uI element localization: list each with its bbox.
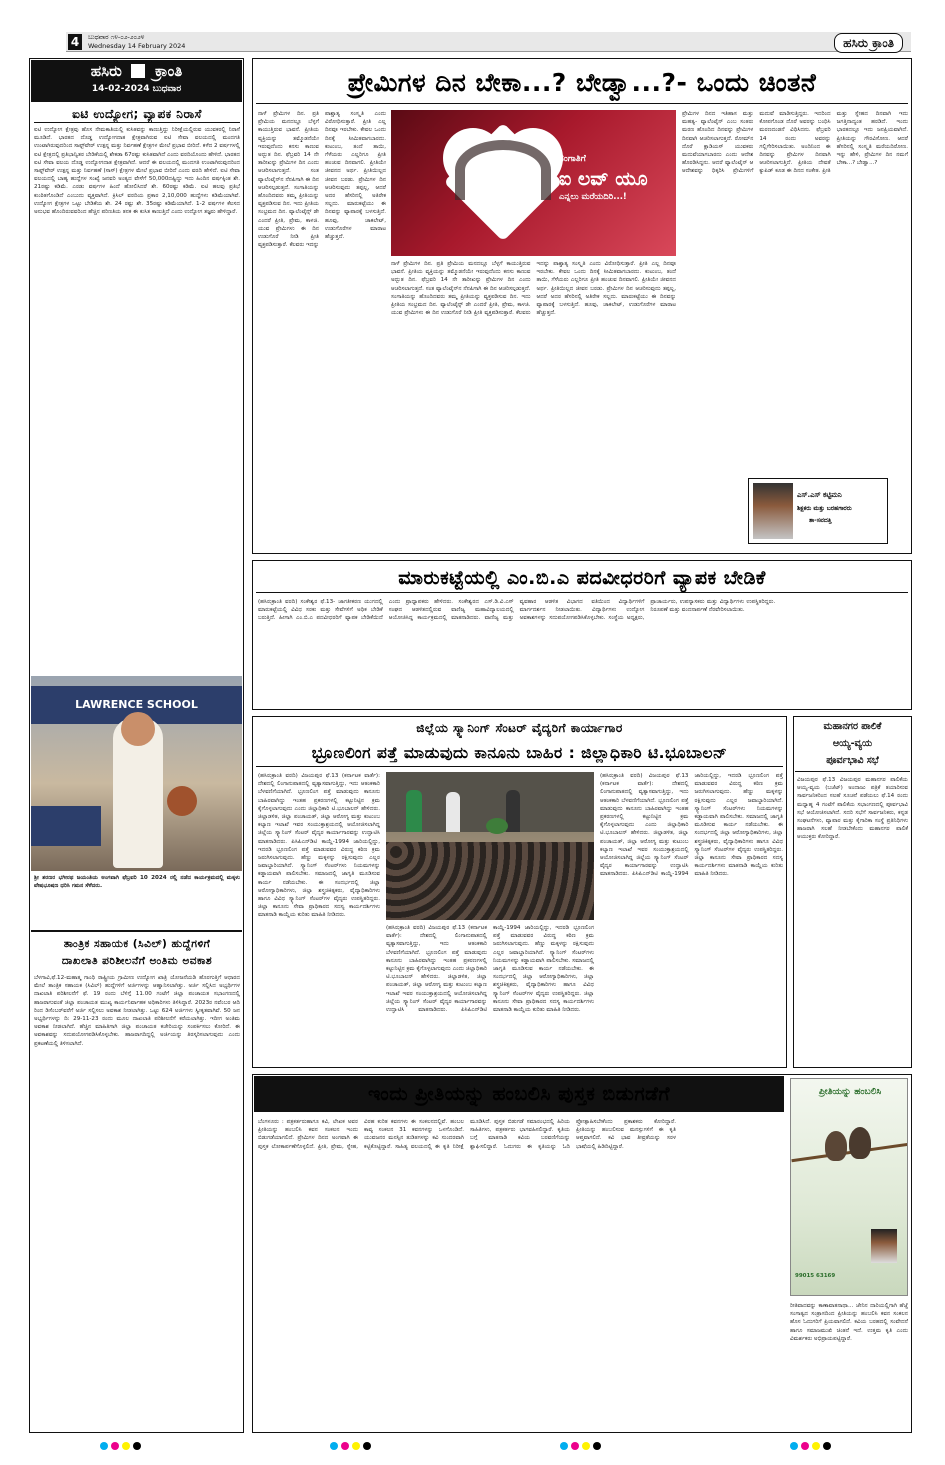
scan-body-continued: (ಹಸಿರುಕ್ರಾಂತಿ ವರದಿ) ವಿಜಯಪುರ ಫೆ.13 (ಕರ್ನಾಟಕ ವಾರ್ತೆ): ದೇಶದಲ್ಲಿ ಲಿಂಗಾನುಪಾತದಲ್ಲಿ ವ್ಯತ್ಯಾಸವಾಗುತ್ತಿದ್ದು, ಇದು ಆತಂಕಕಾರಿ ಬೆಳವಣಿಗೆಯಾಗಿದೆ. ಭ್ರೂಣಲಿಂಗ ಪತ್ತೆ ಮಾಡುವುದು ಕಾನೂನು ಬಾಹಿರವಾಗಿದ್ದು ಇಂತಹ ಪ್ರಕರಣಗಳಲ್ಲಿ ಕಟ್ಟುನಿಟ್ಟಿನ ಕ್ರಮ ಕೈಗೊಳ್ಳಲಾಗುವುದು ಎಂದು ಜಿಲ್ಲಾಧಿಕಾರಿ ಟಿ.ಭೂಬಾಲನ್ ಹೇಳಿದರು. ಜಿಲ್ಲಾಡಳಿತ, ಜಿಲ್ಲಾ ಪಂಚಾಯತ್, ಜಿಲ್ಲಾ ಆರೋಗ್ಯ ಮತ್ತು ಕುಟುಂಬ ಕಲ್ಯಾಣ ಇಲಾಖೆ ಇವರ ಸಂಯುಕ್ತಾಶ್ರಯದಲ್ಲಿ ಆಯೋಜಿಸಲಾಗಿದ್ದ ಜಿಲ್ಲೆಯ ಸ್ಕ್ಯಾನಿಂಗ್ ಸೆಂಟರ್ ವೈದ್ಯರ ಕಾರ್ಯಾಗಾರವನ್ನು ಉದ್ಘಾಟಿಸಿ ಮಾತನಾಡಿದರು. ಪಿಸಿಪಿಎನ್‌ಡಿಟಿ ಕಾಯ್ದೆ-1994 ಜಾರಿಯಲ್ಲಿದ್ದು, ಇದರಡಿ ಭ್ರೂಣಲಿಂಗ ಪತ್ತೆ ಮಾಡುವವರ ವಿರುದ್ಧ ಕಠಿಣ ಕ್ರಮ ಜರುಗಿಸಲಾಗುವುದು. ಹೆಣ್ಣು ಮಕ್ಕಳನ್ನು ರಕ್ಷಿಸುವುದು ಎಲ್ಲರ ಜವಾಬ್ದಾರಿಯಾಗಿದೆ. ಸ್ಕ್ಯಾನಿಂಗ್ ಸೆಂಟರ್‌ಗಳು ನಿಯಮಗಳನ್ನು ಕಡ್ಡಾಯವಾಗಿ ಪಾಲಿಸಬೇಕು. ಸಮಾಜದಲ್ಲಿ ಜಾಗೃತಿ ಮೂಡಿಸುವ ಕಾರ್ಯ ನಡೆಯಬೇಕು. ಈ ಸಂದರ್ಭದಲ್ಲಿ ಜಿಲ್ಲಾ ಆರೋಗ್ಯಾಧಿಕಾರಿಗಳು, ಜಿಲ್ಲಾ ಶಸ್ತ್ರಚಿಕಿತ್ಸಕರು, ವೈದ್ಯಾಧಿಕಾರಿಗಳು ಹಾಗೂ ವಿವಿಧ ಸ್ಕ್ಯಾನಿಂಗ್ ಸೆಂಟರ್‌ಗಳ ವೈದ್ಯರು ಉಪಸ್ಥಿತರಿದ್ದರು. ಜಿಲ್ಲಾ ಕಾನೂನು ಸೇವಾ ಪ್ರಾಧಿಕಾರದ ಸದಸ್ಯ ಕಾರ್ಯದರ್ಶಿಗಳು ಮಾತನಾಡಿ ಕಾಯ್ದೆಯ ಕುರಿತು ಮಾಹಿತಿ ನೀಡಿದರು. [600, 773, 783, 878]
reg-dot-magenta [571, 1442, 579, 1450]
registration-dots-3 [560, 1442, 601, 1450]
author-role: ಶಿಕ್ಷಕರು ಮತ್ತು ಬರಹಗಾರರು [797, 505, 852, 512]
sidebar-divider [31, 930, 242, 932]
article2-body: ಬೆಳಗಾವಿ,ಫೆ.12-ಮಹಾತ್ಮ ಗಾಂಧಿ ರಾಷ್ಟ್ರೀಯ ಗ್ರಾಮೀಣ ಉದ್ಯೋಗ ಖಾತ್ರಿ ಯೋಜನೆಯಡಿ ಹೊರಗುತ್ತಿಗೆ ಆಧಾರದ ಮೇಲೆ ತಾಂತ್ರಿಕ ಸಹಾಯಕ (ಸಿವಿಲ್) ಹುದ್ದೆಗಳಿಗೆ ಅರ್ಜಿಗಳನ್ನು ಆಹ್ವಾನಿಸಲಾಗಿತ್ತು. ಅರ್ಜಿ ಸಲ್ಲಿಸಿದ ಅಭ್ಯರ್ಥಿಗಳ ದಾಖಲಾತಿ ಪರಿಶೀಲನೆಗೆ ಫೆ. 19 ರಂದು ಬೆಳಿಗ್ಗೆ 11.00 ಗಂಟೆಗೆ ಜಿಲ್ಲಾ ಪಂಚಾಯತ ಸಭಾಂಗಣದಲ್ಲಿ ಹಾಜರಾಗುವಂತೆ ಜಿಲ್ಲಾ ಪಂಚಾಯತ ಮುಖ್ಯ ಕಾರ್ಯನಿರ್ವಾಹಕ ಅಧಿಕಾರಿಗಳು ತಿಳಿಸಿದ್ದಾರೆ. 2023ರ ನವೆಂಬರ ಆದಿ ರಿಂದ ಡಿಸೆಂಬರ್‌ವರೆಗೆ ಅರ್ಜಿ ಸಲ್ಲಿಸಲು ಅವಕಾಶ ನೀಡಲಾಗಿತ್ತು. ಒಟ್ಟು 624 ಅರ್ಜಿಗಳು ಸ್ವೀಕೃತವಾಗಿವೆ. 50 ಜನ ಅಭ್ಯರ್ಥಿಗಳನ್ನು ದಿ: 29-11-23 ರಂದು ಮೂಲ ದಾಖಲಾತಿ ಪರಿಶೀಲನೆಗೆ ಕರೆಯಲಾಗಿತ್ತು. ಇದೀಗ ಅಂತಿಮ ಅವಕಾಶ ನೀಡಲಾಗಿದೆ. ಹೆಚ್ಚಿನ ಮಾಹಿತಿಗಾಗಿ ಜಿಲ್ಲಾ ಪಂಚಾಯತ ಕಚೇರಿಯನ್ನು ಸಂಪರ್ಕಿಸಲು ಕೋರಿದೆ. ಈ ಅವಕಾಶವನ್ನು ಸದುಪಯೋಗಪಡಿಸಿಕೊಳ್ಳಬೇಕು. ಹಾಜರಾಗದಿದ್ದಲ್ಲಿ ಅರ್ಜಿಯನ್ನು ತಿರಸ್ಕರಿಸಲಾಗುವುದು ಎಂದು ಪ್ರಕಟಣೆಯಲ್ಲಿ ತಿಳಿಸಲಾಗಿದೆ. [34, 975, 240, 1047]
top-bar [66, 32, 911, 52]
book-side-body: ರೀತಿವಾದವನ್ನು ಕಾಣಾವಾತನಾಥಾ... ಜೇನಿನ ದಾರಿಯಲ್ಲಿಗಾಗಿ ಹೆಜ್ಜೆ ಸಂಗಾತ್ವದ ಸಂತ್ರಾಸದಿಂದ ಪ್ರೀತಿಯನ್ನು ಹಂಬಲಿಸಿ ಕವನ ಸಂಕಲನ ಹೊಸ ಓದುಗರಿಗೆ ಪ್ರಿಯವಾಗಲಿದೆ. ಕವಿಯ ಬರಹದಲ್ಲಿ ಸಂವೇದನೆ ಹಾಗೂ ಸಮಾಜಮುಖಿ ಚಿಂತನೆ ಇದೆ. ಉತ್ತಮ ಕೃತಿ ಎಂದು ವಿಮರ್ಶಕರು ಅಭಿಪ್ರಾಯಪಟ್ಟಿದ್ದಾರೆ. [790, 1303, 908, 1342]
top-masthead: ಹಸಿರು ಕ್ರಾಂತಿ [834, 33, 903, 53]
editorial-title: ಐಟಿ ಉದ್ಯೋಗ; ವ್ಯಾಪಕ ನಿರಾಸೆ [34, 106, 240, 123]
audience [386, 842, 594, 920]
reg-dot-black [823, 1442, 831, 1450]
workshop-photo [386, 772, 594, 920]
scan-body-lower-text: (ಹಸಿರುಕ್ರಾಂತಿ ವರದಿ) ವಿಜಯಪುರ ಫೆ.13 (ಕರ್ನಾಟಕ ವಾರ್ತೆ): ದೇಶದಲ್ಲಿ ಲಿಂಗಾನುಪಾತದಲ್ಲಿ ವ್ಯತ್ಯಾಸವಾಗುತ್ತಿದ್ದು, ಇದು ಆತಂಕಕಾರಿ ಬೆಳವಣಿಗೆಯಾಗಿದೆ. ಭ್ರೂಣಲಿಂಗ ಪತ್ತೆ ಮಾಡುವುದು ಕಾನೂನು ಬಾಹಿರವಾಗಿದ್ದು ಇಂತಹ ಪ್ರಕರಣಗಳಲ್ಲಿ ಕಟ್ಟುನಿಟ್ಟಿನ ಕ್ರಮ ಕೈಗೊಳ್ಳಲಾಗುವುದು ಎಂದು ಜಿಲ್ಲಾಧಿಕಾರಿ ಟಿ.ಭೂಬಾಲನ್ ಹೇಳಿದರು. ಜಿಲ್ಲಾಡಳಿತ, ಜಿಲ್ಲಾ ಪಂಚಾಯತ್, ಜಿಲ್ಲಾ ಆರೋಗ್ಯ ಮತ್ತು ಕುಟುಂಬ ಕಲ್ಯಾಣ ಇಲಾಖೆ ಇವರ ಸಂಯುಕ್ತಾಶ್ರಯದಲ್ಲಿ ಆಯೋಜಿಸಲಾಗಿದ್ದ ಜಿಲ್ಲೆಯ ಸ್ಕ್ಯಾನಿಂಗ್ ಸೆಂಟರ್ ವೈದ್ಯರ ಕಾರ್ಯಾಗಾರವನ್ನು ಉದ್ಘಾಟಿಸಿ ಮಾತನಾಡಿದರು. ಪಿಸಿಪಿಎನ್‌ಡಿಟಿ ಕಾಯ್ದೆ-1994 ಜಾರಿಯಲ್ಲಿದ್ದು, ಇದರಡಿ ಭ್ರೂಣಲಿಂಗ ಪತ್ತೆ ಮಾಡುವವರ ವಿರುದ್ಧ ಕಠಿಣ ಕ್ರಮ ಜರುಗಿಸಲಾಗುವುದು. ಹೆಣ್ಣು ಮಕ್ಕಳನ್ನು ರಕ್ಷಿಸುವುದು ಎಲ್ಲರ ಜವಾಬ್ದಾರಿಯಾಗಿದೆ. ಸ್ಕ್ಯಾನಿಂಗ್ ಸೆಂಟರ್‌ಗಳು ನಿಯಮಗಳನ್ನು ಕಡ್ಡಾಯವಾಗಿ ಪಾಲಿಸಬೇಕು. ಸಮಾಜದಲ್ಲಿ ಜಾಗೃತಿ ಮೂಡಿಸುವ ಕಾರ್ಯ ನಡೆಯಬೇಕು. ಈ ಸಂದರ್ಭದಲ್ಲಿ ಜಿಲ್ಲಾ ಆರೋಗ್ಯಾಧಿಕಾರಿಗಳು, ಜಿಲ್ಲಾ ಶಸ್ತ್ರಚಿಕಿತ್ಸಕರು, ವೈದ್ಯಾಧಿಕಾರಿಗಳು ಹಾಗೂ ವಿವಿಧ ಸ್ಕ್ಯಾನಿಂಗ್ ಸೆಂಟರ್‌ಗಳ ವೈದ್ಯರು ಉಪಸ್ಥಿತರಿದ್ದರು. ಜಿಲ್ಲಾ ಕಾನೂನು ಸೇವಾ ಪ್ರಾಧಿಕಾರದ ಸದಸ್ಯ ಕಾರ್ಯದರ್ಶಿಗಳು ಮಾತನಾಡಿ ಕಾಯ್ದೆಯ ಕುರಿತು ಮಾಹಿತಿ ನೀಡಿದರು. [386, 925, 594, 1014]
costume-photo [31, 676, 242, 871]
hearts-photo [391, 110, 676, 256]
lead-body-continued: ನಾಳೆ ಪ್ರೇಮಿಗಳ ದಿನ. ಪ್ರತಿ ಪ್ರೇಮಿಯ ಮನದಲ್ಲೂ ಬೆಳ್ಳಗೆ ಕಾಯುತ್ತಿರುವ ಭಾವನೆ. ಪ್ರೀತಿಯ ವ್ಯಕ್ತಿಯನ್ನು ತಮ್ಮೊಡನೆಯೇ ಇರುವುದೆಂದು ಕನಸು ಕಾಣುವ ಅದ್ಭುತ ದಿನ. ಫೆಬ್ರವರಿ 14 ನೇ ತಾರೀಖನ್ನು ಪ್ರೇಮಿಗಳ ದಿನ ಎಂದು ಆಚರಿಸಲಾಗುತ್ತದೆ. ಸಂತ ವ್ಯಾಲೆಂಟೈನ್‌ನ ನೆನಪಿಗಾಗಿ ಈ ದಿನ ಆಚರಿಸಲ್ಪಡುತ್ತದೆ. ಸಂಗಾತಿಯನ್ನು ಹೊಂದಿದವರು ತಮ್ಮ ಪ್ರೀತಿಯನ್ನು ವ್ಯಕ್ತಪಡಿಸುವ ದಿನ. ಇದು ಪ್ರೀತಿಯ ಸಂಭ್ರಮದ ದಿನ. ವ್ಯಾಲೆಂಟೈನ್ಸ್ ಡೇ ಎಂದರೆ ಪ್ರೀತಿ, ಪ್ರೇಮ, ಕಾಳಜಿ. ಯುವ ಪ್ರೇಮಿಗಳು ಈ ದಿನ ಉಡುಗೊರೆ ನೀಡಿ ಪ್ರೀತಿ ವ್ಯಕ್ತಪಡಿಸುತ್ತಾರೆ. ಕೆಲವರು ಇದನ್ನು ಪಾಶ್ಚಾತ್ಯ ಸಂಸ್ಕೃತಿ ಎಂದು ವಿರೋಧಿಸುತ್ತಾರೆ. ಪ್ರೀತಿ ಎಲ್ಲ ದಿನವೂ ಇರಬೇಕು. ಕೇವಲ ಒಂದು ದಿನಕ್ಕೆ ಸೀಮಿತವಾಗಬಾರದು. ಕುಟುಂಬ, ತಂದೆ ತಾಯಿ, ಗೆಳೆಯರು ಎಲ್ಲರಿಗೂ ಪ್ರೀತಿ ಹಂಚುವ ದಿನವಾಗಲಿ. ಪ್ರೀತಿಯೇ ಜೀವನದ ಅರ್ಥ. ಪ್ರೀತಿಯಿಲ್ಲದ ಜೀವನ ಬರಡು. ಪ್ರೇಮಿಗಳ ದಿನ ಆಚರಿಸುವುದು ತಪ್ಪಲ್ಲ, ಆದರೆ ಅದರ ಹೆಸರಿನಲ್ಲಿ ಅತಿರೇಕ ಸಲ್ಲದು. ಮಾರುಕಟ್ಟೆಯು ಈ ದಿನವನ್ನು ವ್ಯಾಪಾರಕ್ಕೆ ಬಳಸುತ್ತಿದೆ. ಹೂವು, ಚಾಕಲೇಟ್, ಉಡುಗೊರೆಗಳ ಮಾರಾಟ ಹೆಚ್ಚುತ್ತದೆ. [391, 261, 676, 317]
masthead-logo [131, 64, 145, 78]
reg-dot-cyan [560, 1442, 568, 1450]
article2-title: ತಾಂತ್ರಿಕ ಸಹಾಯಕ (ಸಿವಿಲ್) ಹುದ್ದೆಗಳಿಗೆ [63, 938, 211, 950]
speaker-green [406, 790, 422, 832]
lead-body-middle [391, 260, 676, 550]
corp-title-1: ಮಹಾನಗರ ಪಾಲಿಕೆ [823, 721, 882, 732]
reg-dot-cyan [100, 1442, 108, 1450]
lead-headline: ಪ್ರೇಮಿಗಳ ದಿನ ಬೇಕಾ...? ಬೇಡ್ವಾ...?- ಒಂದು ಚಿಂತನೆ [256, 62, 908, 104]
cover-author-photo [871, 1229, 897, 1263]
author-box [748, 478, 888, 544]
scan-headline: ಭ್ರೂಣಲಿಂಗ ಪತ್ತೆ ಮಾಡುವುದು ಕಾನೂನು ಬಾಹಿರ : ಜಿಲ್ಲಾಧಿಕಾರಿ ಟಿ.ಭೂಬಾಲನ್ [256, 740, 783, 767]
lead-body-left: ನಾಳೆ ಪ್ರೇಮಿಗಳ ದಿನ. ಪ್ರತಿ ಪ್ರೇಮಿಯ ಮನದಲ್ಲೂ ಬೆಳ್ಳಗೆ ಕಾಯುತ್ತಿರುವ ಭಾವನೆ. ಪ್ರೀತಿಯ ವ್ಯಕ್ತಿಯನ್ನು ತಮ್ಮೊಡನೆಯೇ ಇರುವುದೆಂದು ಕನಸು ಕಾಣುವ ಅದ್ಭುತ ದಿನ. ಫೆಬ್ರವರಿ 14 ನೇ ತಾರೀಖನ್ನು ಪ್ರೇಮಿಗಳ ದಿನ ಎಂದು ಆಚರಿಸಲಾಗುತ್ತದೆ. ಸಂತ ವ್ಯಾಲೆಂಟೈನ್‌ನ ನೆನಪಿಗಾಗಿ ಈ ದಿನ ಆಚರಿಸಲ್ಪಡುತ್ತದೆ. ಸಂಗಾತಿಯನ್ನು ಹೊಂದಿದವರು ತಮ್ಮ ಪ್ರೀತಿಯನ್ನು ವ್ಯಕ್ತಪಡಿಸುವ ದಿನ. ಇದು ಪ್ರೀತಿಯ ಸಂಭ್ರಮದ ದಿನ. ವ್ಯಾಲೆಂಟೈನ್ಸ್ ಡೇ ಎಂದರೆ ಪ್ರೀತಿ, ಪ್ರೇಮ, ಕಾಳಜಿ. ಯುವ ಪ್ರೇಮಿಗಳು ಈ ದಿನ ಉಡುಗೊರೆ ನೀಡಿ ಪ್ರೀತಿ ವ್ಯಕ್ತಪಡಿಸುತ್ತಾರೆ. ಕೆಲವರು ಇದನ್ನು ಪಾಶ್ಚಾತ್ಯ ಸಂಸ್ಕೃತಿ ಎಂದು ವಿರೋಧಿಸುತ್ತಾರೆ. ಪ್ರೀತಿ ಎಲ್ಲ ದಿನವೂ ಇರಬೇಕು. ಕೇವಲ ಒಂದು ದಿನಕ್ಕೆ ಸೀಮಿತವಾಗಬಾರದು. ಕುಟುಂಬ, ತಂದೆ ತಾಯಿ, ಗೆಳೆಯರು ಎಲ್ಲರಿಗೂ ಪ್ರೀತಿ ಹಂಚುವ ದಿನವಾಗಲಿ. ಪ್ರೀತಿಯೇ ಜೀವನದ ಅರ್ಥ. ಪ್ರೀತಿಯಿಲ್ಲದ ಜೀವನ ಬರಡು. ಪ್ರೇಮಿಗಳ ದಿನ ಆಚರಿಸುವುದು ತಪ್ಪಲ್ಲ, ಆದರೆ ಅದರ ಹೆಸರಿನಲ್ಲಿ ಅತಿರೇಕ ಸಲ್ಲದು. ಮಾರುಕಟ್ಟೆಯು ಈ ದಿನವನ್ನು ವ್ಯಾಪಾರಕ್ಕೆ ಬಳಸುತ್ತಿದೆ. ಹೂವು, ಚಾಕಲೇಟ್, ಉಡುಗೊರೆಗಳ ಮಾರಾಟ ಹೆಚ್ಚುತ್ತದೆ. [258, 111, 386, 249]
author-name: ಎಸ್.ಎಸ್ ಕಟ್ಟಿಮನಿ [797, 491, 842, 499]
reg-dot-yellow [352, 1442, 360, 1450]
image-text-3: ಎನ್ನಲು ಮರೆಯದಿರಿ...! [559, 192, 627, 202]
cover-phone: 99015 63169 [795, 1273, 836, 1279]
hands-silhouette [455, 140, 551, 200]
bird-left [825, 1131, 847, 1161]
registration-dots-2 [330, 1442, 371, 1450]
date-english: Wednesday 14 February 2024 [88, 42, 186, 50]
masthead-word2: ಕ್ರಾಂತಿ [154, 62, 183, 80]
registration-dots-4 [790, 1442, 831, 1450]
page-number: 4 [68, 34, 82, 50]
image-text-2: ಐ ಲವ್ ಯೂ [559, 168, 648, 190]
speaker-white [446, 792, 460, 832]
registration-dots-1 [100, 1442, 141, 1450]
veena-prop [167, 786, 197, 816]
reg-dot-cyan [330, 1442, 338, 1450]
date-kannada: ಬುಧವಾರ ೧೪-೦೨-೨೦೨೪ [88, 33, 145, 41]
editorial-body: ಐಟಿ ಉದ್ಯೋಗ ಕ್ಷೇತ್ರವು ಹೊಸ ನೇಮಕಾತಿಯಲ್ಲಿ ಕುಸಿತವನ್ನು ಕಾಣುತ್ತಿದ್ದು ನಿರೀಕ್ಷೆಯಲ್ಲಿರುವ ಯುವಕರಲ್ಲಿ ನಿರಾಸೆ ಮೂಡಿದೆ. ಭಾರತದ ದೊಡ್ಡ ಉದ್ಯೋಗದಾತ ಕ್ಷೇತ್ರವಾಗಿರುವ ಐಟಿ ಸೇವಾ ವಲಯದಲ್ಲಿ ಮಂದಗತಿ ಉಂಟಾಗಿರುವುದರಿಂದ ಸಾಫ್ಟ್‌ವೇರ್ ಉತ್ಪನ್ನ ಮತ್ತು ನಿರ್ವಹಣೆ ಕ್ಷೇತ್ರಗಳ ಮೇಲೆ ಪ್ರಭಾವ ಬೀರಿದೆ. ಕಳೆದ 2 ವರ್ಷಗಳಲ್ಲಿ ಐಟಿ ಕ್ಷೇತ್ರದಲ್ಲಿ ಪ್ರತಿಭಾನ್ವಿತರ ಬೇಡಿಕೆಯಲ್ಲಿ ಶೇಕಡಾ 67ರಷ್ಟು ಕುಸಿತವಾಗಿದೆ ಎಂದು ವರದಿಯೊಂದು ಹೇಳಿದೆ. ಭಾರತದ ಐಟಿ ಸೇವಾ ವಲಯ ದೊಡ್ಡ ಉದ್ಯೋಗದಾತ ಕ್ಷೇತ್ರವಾಗಿದೆ. ಆದರೆ ಈ ವಲಯದಲ್ಲಿ ಮಂದಗತಿ ಉಂಟಾಗಿರುವುದರಿಂದ ಸಾಫ್ಟ್‌ವೇರ್ ಉತ್ಪನ್ನ ಮತ್ತು ನಿರ್ವಹಣೆ (ಸಾಸ್) ಕ್ಷೇತ್ರಗಳ ಮೇಲೆ ಪ್ರಭಾವ ಬೀರಿದೆ ಎಂದು ವರದಿ ಹೇಳಿದೆ. ಐಟಿ ಸೇವಾ ವಲಯದಲ್ಲಿ ಬಾಹ್ಯ ಹುದ್ದೆಗಳ ಸಂಖ್ಯೆ ಜನವರಿ ಅಂತ್ಯದ ವೇಳೆಗೆ 50,000ದಷ್ಟಿದ್ದು ಇದು ಹಿಂದಿನ ವರ್ಷಕ್ಕಿಂತ ಶೇ. 21ರಷ್ಟು ಕಡಿಮೆ. ಎರಡು ವರ್ಷಗಳ ಹಿಂದೆ ಹೋಲಿಸಿದರೆ ಶೇ. 60ರಷ್ಟು ಕಡಿಮೆ. ಐಟಿ ಹಲವು ಪ್ರತಿಭೆ ಕುಂಠಿತಗೊಂಡಿದೆ ಎಂಬುದು ವ್ಯಕ್ತವಾಗಿದೆ. ಕ್ರಿಸಿಲ್ ವರದಿಯ ಪ್ರಕಾರ 2,10,000 ಹುದ್ದೆಗಳು ಕಡಿಮೆಯಾಗಿವೆ. ಉದ್ಯೋಗ ಕ್ಷೇತ್ರಗಳ ಒಟ್ಟು ಬೇಡಿಕೆಯ ಶೇ. 24 ರಷ್ಟು ಶೇ. 35ರಷ್ಟು ಕಡಿಮೆಯಾಗಿದೆ. 1-2 ವರ್ಷಗಳ ಕೆಲಸದ ಅನುಭವ ಹೊಂದಿರುವವರಿಂದ ಹೆಚ್ಚಿನ ಪರಿಣತಿಯ ತನಕ ಈ ಕುಸಿತ ಕಾಣುತ್ತಿದೆ ಎಂದು ಉದ್ಯೋಗ ತಜ್ಞರು ಹೇಳಿದ್ದಾರೆ. [34, 127, 240, 216]
speaker-dark [506, 790, 520, 832]
author-place: ತಾ-ಸವದತ್ತಿ [809, 517, 832, 524]
sidebar-masthead [31, 60, 242, 102]
reg-dot-black [593, 1442, 601, 1450]
scan-body-lower [386, 924, 594, 1064]
book-cover [790, 1078, 908, 1296]
plant [486, 818, 508, 834]
image-text-1: ಸಂಗಾತಿಗೆ [559, 154, 586, 164]
masthead-word1: ಹಸಿರು [90, 62, 122, 80]
bird-right [849, 1127, 871, 1159]
reg-dot-yellow [122, 1442, 130, 1450]
reg-dot-magenta [341, 1442, 349, 1450]
reg-dot-cyan [790, 1442, 798, 1450]
school-banner-lower [31, 806, 101, 846]
scan-body-col1: (ಹಸಿರುಕ್ರಾಂತಿ ವರದಿ) ವಿಜಯಪುರ ಫೆ.13 (ಕರ್ನಾಟಕ ವಾರ್ತೆ): ದೇಶದಲ್ಲಿ ಲಿಂಗಾನುಪಾತದಲ್ಲಿ ವ್ಯತ್ಯಾಸವಾಗುತ್ತಿದ್ದು, ಇದು ಆತಂಕಕಾರಿ ಬೆಳವಣಿಗೆಯಾಗಿದೆ. ಭ್ರೂಣಲಿಂಗ ಪತ್ತೆ ಮಾಡುವುದು ಕಾನೂನು ಬಾಹಿರವಾಗಿದ್ದು ಇಂತಹ ಪ್ರಕರಣಗಳಲ್ಲಿ ಕಟ್ಟುನಿಟ್ಟಿನ ಕ್ರಮ ಕೈಗೊಳ್ಳಲಾಗುವುದು ಎಂದು ಜಿಲ್ಲಾಧಿಕಾರಿ ಟಿ.ಭೂಬಾಲನ್ ಹೇಳಿದರು. ಜಿಲ್ಲಾಡಳಿತ, ಜಿಲ್ಲಾ ಪಂಚಾಯತ್, ಜಿಲ್ಲಾ ಆರೋಗ್ಯ ಮತ್ತು ಕುಟುಂಬ ಕಲ್ಯಾಣ ಇಲಾಖೆ ಇವರ ಸಂಯುಕ್ತಾಶ್ರಯದಲ್ಲಿ ಆಯೋಜಿಸಲಾಗಿದ್ದ ಜಿಲ್ಲೆಯ ಸ್ಕ್ಯಾನಿಂಗ್ ಸೆಂಟರ್ ವೈದ್ಯರ ಕಾರ್ಯಾಗಾರವನ್ನು ಉದ್ಘಾಟಿಸಿ ಮಾತನಾಡಿದರು. ಪಿಸಿಪಿಎನ್‌ಡಿಟಿ ಕಾಯ್ದೆ-1994 ಜಾರಿಯಲ್ಲಿದ್ದು, ಇದರಡಿ ಭ್ರೂಣಲಿಂಗ ಪತ್ತೆ ಮಾಡುವವರ ವಿರುದ್ಧ ಕಠಿಣ ಕ್ರಮ ಜರುಗಿಸಲಾಗುವುದು. ಹೆಣ್ಣು ಮಕ್ಕಳನ್ನು ರಕ್ಷಿಸುವುದು ಎಲ್ಲರ ಜವಾಬ್ದಾರಿಯಾಗಿದೆ. ಸ್ಕ್ಯಾನಿಂಗ್ ಸೆಂಟರ್‌ಗಳು ನಿಯಮಗಳನ್ನು ಕಡ್ಡಾಯವಾಗಿ ಪಾಲಿಸಬೇಕು. ಸಮಾಜದಲ್ಲಿ ಜಾಗೃತಿ ಮೂಡಿಸುವ ಕಾರ್ಯ ನಡೆಯಬೇಕು. ಈ ಸಂದರ್ಭದಲ್ಲಿ ಜಿಲ್ಲಾ ಆರೋಗ್ಯಾಧಿಕಾರಿಗಳು, ಜಿಲ್ಲಾ ಶಸ್ತ್ರಚಿಕಿತ್ಸಕರು, ವೈದ್ಯಾಧಿಕಾರಿಗಳು ಹಾಗೂ ವಿವಿಧ ಸ್ಕ್ಯಾನಿಂಗ್ ಸೆಂಟರ್‌ಗಳ ವೈದ್ಯರು ಉಪಸ್ಥಿತರಿದ್ದರು. ಜಿಲ್ಲಾ ಕಾನೂನು ಸೇವಾ ಪ್ರಾಧಿಕಾರದ ಸದಸ್ಯ ಕಾರ್ಯದರ್ಶಿಗಳು ಮಾತನಾಡಿ ಕಾಯ್ದೆಯ ಕುರಿತು ಮಾಹಿತಿ ನೀಡಿದರು. [258, 773, 380, 919]
book-body: ಬೆಂಗಳೂರು : ಪತ್ರಕರ್ತರುಹಾಗೂ ಕವಿ, ಲೇಖಕ ಅವರ ಪ್ರೀತಿಯನ್ನು ಹಂಬಲಿಸಿ ಕವನ ಸಂಕಲನ ಇಂದು ಬಿಡುಗಡೆಯಾಗಲಿದೆ. ಪ್ರೇಮಿಗಳ ದಿನದ ಅಂಗವಾಗಿ ಈ ಪುಸ್ತಕ ಲೋಕಾರ್ಪಣೆಗೊಳ್ಳಲಿದೆ. ಪ್ರೀತಿ, ಪ್ರೇಮ, ಸ್ನೇಹ, ವಿರಹ ಕುರಿತ ಕವನಗಳು ಈ ಸಂಕಲನದಲ್ಲಿವೆ. ಹಂಬಲ ಕಾವ್ಯ ಸಂಕಲನ 31 ಕವನಗಳನ್ನು ಒಳಗೊಂಡಿದೆ. ಯುವಜನರ ಮನಸ್ಸಿನ ತುಡಿತಗಳನ್ನು ಕವಿ ಸುಂದರವಾಗಿ ಕಟ್ಟಿಕೊಟ್ಟಿದ್ದಾರೆ. ಸಾಹಿತ್ಯ ವಲಯದಲ್ಲಿ ಈ ಕೃತಿ ನಿರೀಕ್ಷೆ ಮೂಡಿಸಿದೆ. ಪುಸ್ತಕ ಬಿಡುಗಡೆ ಸಮಾರಂಭದಲ್ಲಿ ಹಿರಿಯ ಸಾಹಿತಿಗಳು, ಪತ್ರಕರ್ತರು ಭಾಗವಹಿಸಲಿದ್ದಾರೆ. ಕೃತಿಯ ಬಗ್ಗೆ ಮಾತನಾಡಿ ಕವಿಯ ಬರವಣಿಗೆಯನ್ನು ಶ್ಲಾಘಿಸಲಿದ್ದಾರೆ. ಓದುಗರು ಈ ಕೃತಿಯನ್ನು ಓದಿ ಪ್ರೋತ್ಸಾಹಿಸಬೇಕೆಂದು ಪ್ರಕಾಶಕರು ಕೋರಿದ್ದಾರೆ. ಪ್ರೀತಿಯನ್ನು ಹಂಬಲಿಸುವ ಮನಸ್ಸುಗಳಿಗೆ ಈ ಕೃತಿ ಆಪ್ತವಾಗಲಿದೆ. ಕವಿ ಭಾವ ತೀವ್ರತೆಯನ್ನು ಸರಳ ಭಾಷೆಯಲ್ಲಿ ಹಿಡಿದಿಟ್ಟಿದ್ದಾರೆ. [258, 1119, 676, 1150]
reg-dot-magenta [801, 1442, 809, 1450]
author-photo [753, 483, 793, 539]
reg-dot-black [133, 1442, 141, 1450]
child-face [121, 712, 155, 746]
corp-title-box [795, 718, 910, 772]
corp-title-3: ಪೂರ್ವಭಾವಿ ಸಭೆ [826, 755, 879, 766]
school-banner-text: LAWRENCE SCHOOL [75, 698, 198, 711]
article2-title2: ದಾಖಲಾತಿ ಪರಿಶೀಲನೆಗೆ ಅಂತಿಮ ಅವಕಾಶ [61, 955, 213, 967]
mba-body: (ಹಸಿರುಕ್ರಾಂತಿ ವರದಿ) ಸಂಕೇಶ್ವರ ಫೆ.13- ಜಾಗತೀಕರಣ ಯುಗದಲ್ಲಿ ಮಾರುಕಟ್ಟೆಯಲ್ಲಿ ವಿವಿಧ ಸರಕು ಮತ್ತು ಸೇವೆಗಳಿಗೆ ಅಧಿಕ ಬೇಡಿಕೆ ಬರುತ್ತಿದೆ. ಹೀಗಾಗಿ ಎಂ.ಬಿ.ಎ ಪದವೀಧರರಿಗೆ ವ್ಯಾಪಕ ಬೇಡಿಕೆಯಿದೆ ಎಂದು ಪ್ರಾಧ್ಯಾಪಕರು ಹೇಳಿದರು. ಸಂಕೇಶ್ವರದ ಎಸ್.ಡಿ.ವಿ.ಎಸ್ ಸಂಘದ ಆಡಳಿತದಲ್ಲಿರುವ ವಾಣಿಜ್ಯ ಮಹಾವಿದ್ಯಾಲಯದಲ್ಲಿ ಆಯೋಜಿಸಿದ್ದ ಕಾರ್ಯಕ್ರಮದಲ್ಲಿ ಮಾತನಾಡಿದರು. ವಾಣಿಜ್ಯ ಮತ್ತು ವ್ಯವಹಾರ ಆಡಳಿತ ವಿಭಾಗದ ವತಿಯಿಂದ ವಿದ್ಯಾರ್ಥಿಗಳಿಗೆ ಮಾರ್ಗದರ್ಶನ ನೀಡಲಾಯಿತು. ವಿದ್ಯಾರ್ಥಿಗಳು ಉದ್ಯೋಗ ಅವಕಾಶಗಳನ್ನು ಸದುಪಯೋಗಪಡಿಸಿಕೊಳ್ಳಬೇಕು. ಸಂಸ್ಥೆಯ ಅಧ್ಯಕ್ಷರು, ಪ್ರಾಚಾರ್ಯರು, ಉಪನ್ಯಾಸಕರು ಮತ್ತು ವಿದ್ಯಾರ್ಥಿಗಳು ಉಪಸ್ಥಿತರಿದ್ದರು. ನಿರೂಪಣೆ ಮತ್ತು ವಂದನಾರ್ಪಣೆ ನೆರವೇರಿಸಲಾಯಿತು. [258, 599, 776, 622]
book-headline: ಇಂದು ಪ್ರೀತಿಯನ್ನು ಹಂಬಲಿಸಿ ಪುಸ್ತಕ ಬಿಡುಗಡೆಗೆ [254, 1076, 784, 1112]
scan-body-right [600, 772, 783, 1064]
reg-dot-yellow [812, 1442, 820, 1450]
scan-kicker: ಜಿಲ್ಲೆಯ ಸ್ಕ್ಯಾನಿಂಗ್ ಸೆಂಟರ್ ವೈದ್ಯರಿಗೆ ಕಾರ್ಯಾಗಾರ [416, 721, 623, 735]
reg-dot-magenta [111, 1442, 119, 1450]
sidebar-date: 14-02-2024 ಬುಧವಾರ [91, 84, 182, 94]
corp-body: ವಿಜಯಪುರ ಫೆ.13 ವಿಜಯಪುರ ಮಹಾನಗರ ಪಾಲಿಕೆಯ ಆಯ್ಯ-ವ್ಯಯ (ಬಜೆಟ್) ಅಂದಾಜು ಪತ್ರಿಕೆ ತಯಾರಿಸುವ ಸಾರ್ವಜನಿಕರಿಂದ ಸಲಹೆ ಸೂಚನೆ ಪಡೆಯಲು ಫೆ.14 ರಂದು ಮಧ್ಯಾಹ್ನ 4 ಗಂಟೆಗೆ ಪಾಲಿಕೆಯ ಸಭಾಂಗಣದಲ್ಲಿ ಪೂರ್ವಭಾವಿ ಸಭೆ ಆಯೋಜಿಸಲಾಗಿದೆ. ಸದರಿ ಸಭೆಗೆ ಸಾರ್ವಜನಿಕರು, ಕನ್ನಡ ಸಂಘಟನೆಗಳು, ವ್ಯಾಪಾರ ಮತ್ತು ಕೈಗಾರಿಕಾ ಸಂಸ್ಥೆ ಪ್ರತಿನಿಧಿಗಳು ಹಾಜರಾಗಿ ಸಲಹೆ ನೀಡಬೇಕೆಂದು ಮಹಾನಗರ ಪಾಲಿಕೆ ಆಯುಕ್ತರು ಕೋರಿದ್ದಾರೆ. [797, 777, 908, 841]
book-cover-title: ಪ್ರೀತಿಯನ್ನು ಹಂಬಲಿಸಿ [818, 1087, 882, 1097]
mba-headline: ಮಾರುಕಟ್ಟೆಯಲ್ಲಿ ಎಂ.ಬಿ.ಎ ಪದವೀಧರರಿಗೆ ವ್ಯಾಪಕ ಬೇಡಿಕೆ [256, 563, 908, 593]
corp-title-2: ಆಯ್ಯ-ವ್ಯಯ [832, 738, 873, 749]
reg-dot-black [363, 1442, 371, 1450]
reg-dot-yellow [582, 1442, 590, 1450]
lead-body-right: ಪ್ರೇಮಿಗಳ ದಿನದ ಇತಿಹಾಸ ಮತ್ತು ಮಹತ್ವ- ವ್ಯಾಲೆಂಟೈನ್ ಎಂಬ ಸಂತರು ಮರಣ ಹೊಂದಿದ ದಿನವನ್ನು ಪ್ರೇಮಿಗಳ ದಿನವಾಗಿ ಆಚರಿಸಲಾಗುತ್ತದೆ. ರೋಮ್‌ನ ದೊರೆ ಕ್ಲಾಡಿಯಸ್ ಯುವಕರು ಮದುವೆಯಾಗಬಾರದು ಎಂದು ಆದೇಶ ಹೊರಡಿಸಿದ್ದನು. ಆದರೆ ವ್ಯಾಲೆಂಟೈನ್ ಆ ಆದೇಶವನ್ನು ಧಿಕ್ಕರಿಸಿ ಪ್ರೇಮಿಗಳಿಗೆ ಮದುವೆ ಮಾಡಿಸುತ್ತಿದ್ದರು. ಇದರಿಂದ ಕೋಪಗೊಂಡ ದೊರೆ ಅವರನ್ನು ಬಂಧಿಸಿ ಮರಣದಂಡನೆ ವಿಧಿಸಿದನು. ಫೆಬ್ರವರಿ 14 ರಂದು ಅವರನ್ನು ಗಲ್ಲಿಗೇರಿಸಲಾಯಿತು. ಅಂದಿನಿಂದ ಈ ದಿನವನ್ನು ಪ್ರೇಮಿಗಳ ದಿನವಾಗಿ ಆಚರಿಸಲಾಗುತ್ತಿದೆ. ಪ್ರೀತಿಯ ದೇವತೆ ಕ್ಯುಪಿಡ್ ಕೂಡ ಈ ದಿನದ ಸಂಕೇತ. ಪ್ರೀತಿ ಮತ್ತು ಸ್ನೇಹದ ದಿನವಾಗಿ ಇದು ಜಗತ್ತಿನಾದ್ಯಂತ ಹರಡಿದೆ. ಇಂದು ಭಾರತದಲ್ಲೂ ಇದು ಜನಪ್ರಿಯವಾಗಿದೆ. ಪ್ರೀತಿಯನ್ನು ಗೌರವಿಸೋಣ. ಆದರೆ ಹೆಸರಿನಲ್ಲಿ ಸಂಸ್ಕೃತಿ ಮರೆಯದಿರೋಣ. ಇನ್ನು ಹೇಳಿ, ಪ್ರೇಮಿಗಳ ದಿನ ನಮಗೆ ಬೇಕಾ...? ಬೇಡ್ವಾ...? [682, 111, 908, 175]
photo-caption: ಶ್ರೀ ಶರಣರ ಭಗೀರಥ ಜಯಂತಿಯ ಅಂಗವಾಗಿ ಫೆಬ್ರವರಿ 10 2024 ರಲ್ಲಿ ನಡೆದ ಕಾರ್ಯಕ್ರಮದಲ್ಲಿ ಮಕ್ಕಳು ವೇಷಭೂಷಣ ಧರಿಸಿ ಗಮನ ಸೆಳೆದರು. [34, 875, 240, 890]
